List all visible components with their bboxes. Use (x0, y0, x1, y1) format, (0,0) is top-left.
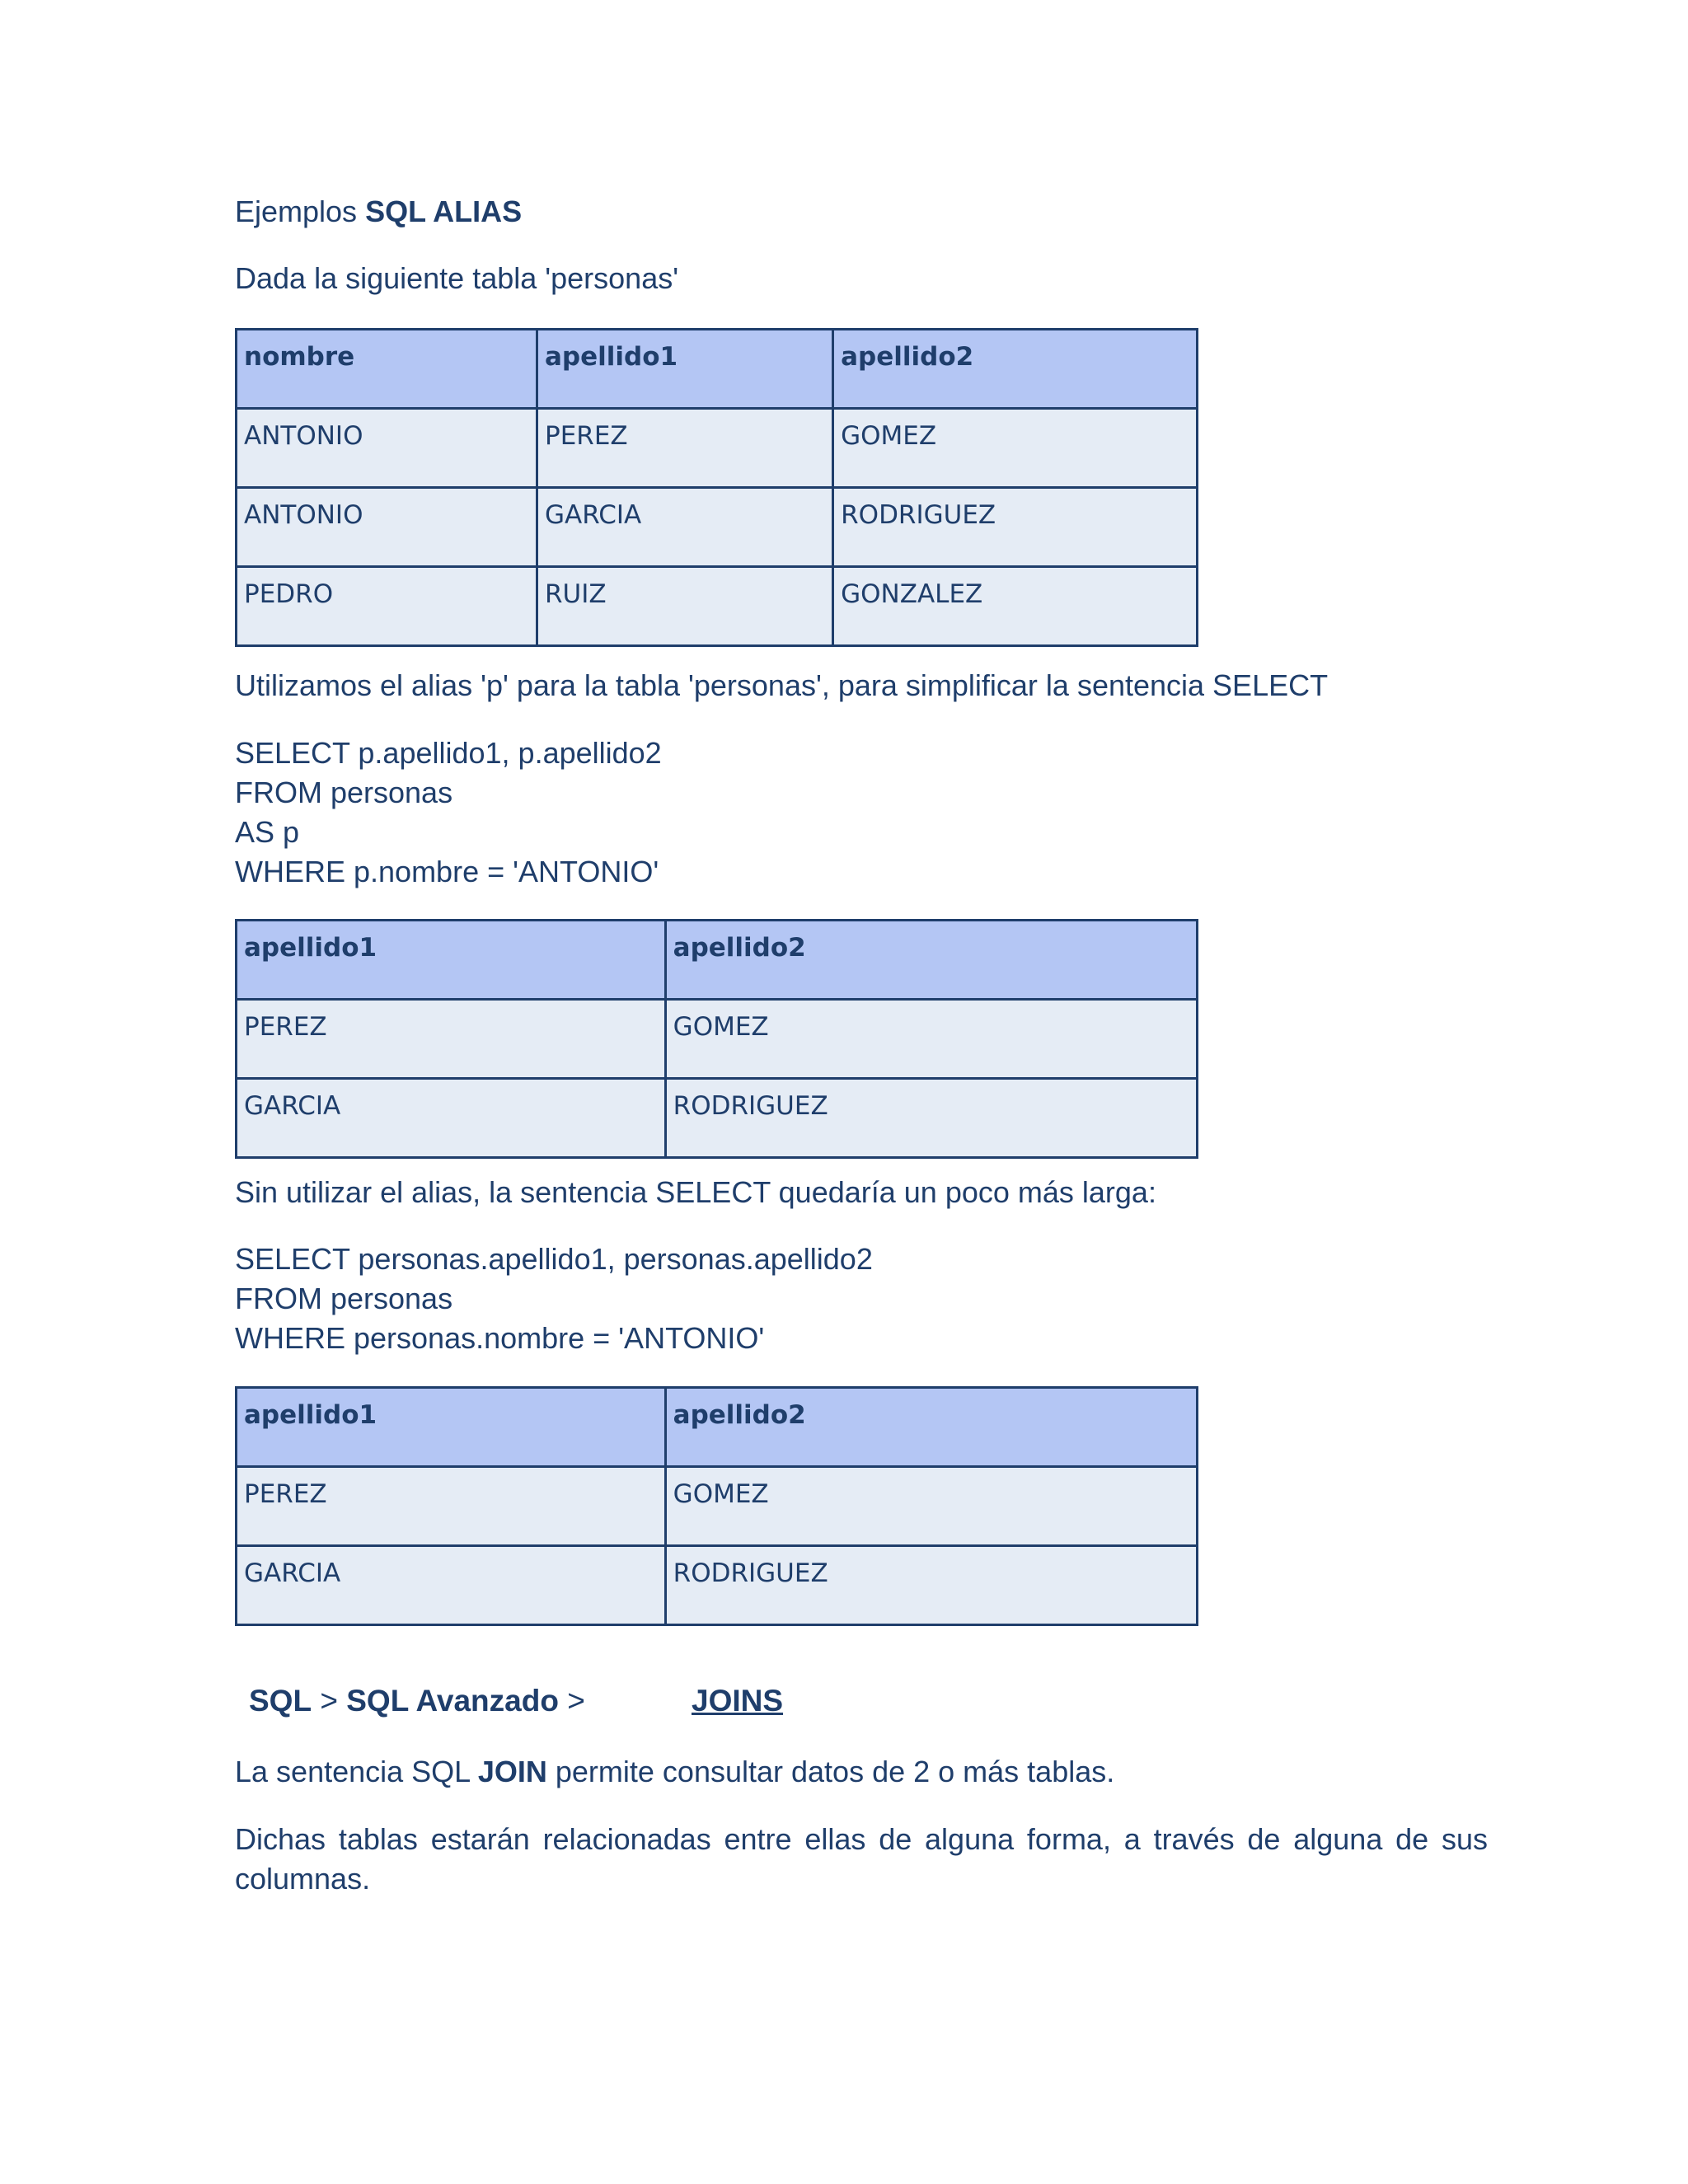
table-header-row (237, 921, 1198, 1000)
table-cell: RODRIGUEZ (665, 1079, 1197, 1158)
table-row (237, 567, 1198, 646)
heading-prefix: Ejemplos (235, 194, 366, 228)
table-result-no-alias (235, 1386, 1198, 1626)
join-intro-prefix: La sentencia SQL (235, 1755, 478, 1788)
table-cell: ANTONIO (237, 488, 537, 567)
column-header: apellido2 (665, 1388, 1197, 1467)
column-header: apellido2 (833, 330, 1198, 409)
code-line: SELECT personas.apellido1, personas.apellido2 (235, 1242, 873, 1276)
table-cell: PEREZ (237, 1000, 666, 1079)
breadcrumb (249, 1681, 784, 1721)
breadcrumb-separator: > (312, 1684, 347, 1718)
alias-explanation: Utilizamos el alias 'p' para la tabla 'personas', para simplificar la sentencia SELECT (235, 668, 1329, 702)
join-intro-suffix: permite consultar datos de 2 o más tablas. (546, 1755, 1115, 1788)
no-alias-explanation: Sin utilizar el alias, la sentencia SELECT quedaría un poco más larga: (235, 1175, 1156, 1209)
table-cell: RODRIGUEZ (665, 1546, 1197, 1625)
code-line: FROM personas (235, 776, 453, 809)
code-line: WHERE personas.nombre = 'ANTONIO' (235, 1321, 765, 1355)
table-cell: PEREZ (537, 409, 833, 488)
table-cell: PEDRO (237, 567, 537, 646)
column-header: apellido1 (537, 330, 833, 409)
table-row (237, 1079, 1198, 1158)
table-row (237, 409, 1198, 488)
table-row (237, 1467, 1198, 1546)
column-header: apellido1 (237, 921, 666, 1000)
table-result-alias (235, 919, 1198, 1159)
join-intro (235, 1752, 1114, 1792)
breadcrumb-item-sql[interactable]: SQL (249, 1684, 312, 1718)
table-cell: ANTONIO (237, 409, 537, 488)
table-personas (235, 328, 1198, 647)
table-header-row (237, 1388, 1198, 1467)
heading-bold: SQL ALIAS (365, 194, 523, 228)
table-cell: PEREZ (237, 1467, 666, 1546)
code-line: AS p (235, 815, 300, 849)
column-header: apellido1 (237, 1388, 666, 1467)
breadcrumb-item-sql-avanzado[interactable]: SQL Avanzado (346, 1684, 559, 1718)
table-cell: GOMEZ (665, 1467, 1197, 1546)
table-cell: RUIZ (537, 567, 833, 646)
table-row (237, 1000, 1198, 1079)
table-cell: GARCIA (237, 1079, 666, 1158)
code-line: SELECT p.apellido1, p.apellido2 (235, 736, 662, 770)
breadcrumb-separator: > (558, 1684, 585, 1718)
table-cell: GARCIA (537, 488, 833, 567)
table-header-row (237, 330, 1198, 409)
table-cell: GARCIA (237, 1546, 666, 1625)
table-cell: GOMEZ (665, 1000, 1197, 1079)
code-line: FROM personas (235, 1282, 453, 1315)
code-line: WHERE p.nombre = 'ANTONIO' (235, 855, 659, 888)
table-cell: GOMEZ (833, 409, 1198, 488)
column-header: nombre (237, 330, 537, 409)
intro-text: Dada la siguiente tabla 'personas' (235, 261, 679, 295)
table-row (237, 488, 1198, 567)
table-cell: RODRIGUEZ (833, 488, 1198, 567)
table-row (237, 1546, 1198, 1625)
join-intro-bold: JOIN (477, 1755, 547, 1788)
page-heading (235, 192, 522, 232)
joins-link[interactable]: JOINS (692, 1684, 784, 1718)
column-header: apellido2 (665, 921, 1197, 1000)
join-detail: Dichas tablas estarán relacionadas entre ellas de alguna forma, a través de alguna de sus columnas. (235, 1822, 1488, 1896)
table-cell: GONZALEZ (833, 567, 1198, 646)
